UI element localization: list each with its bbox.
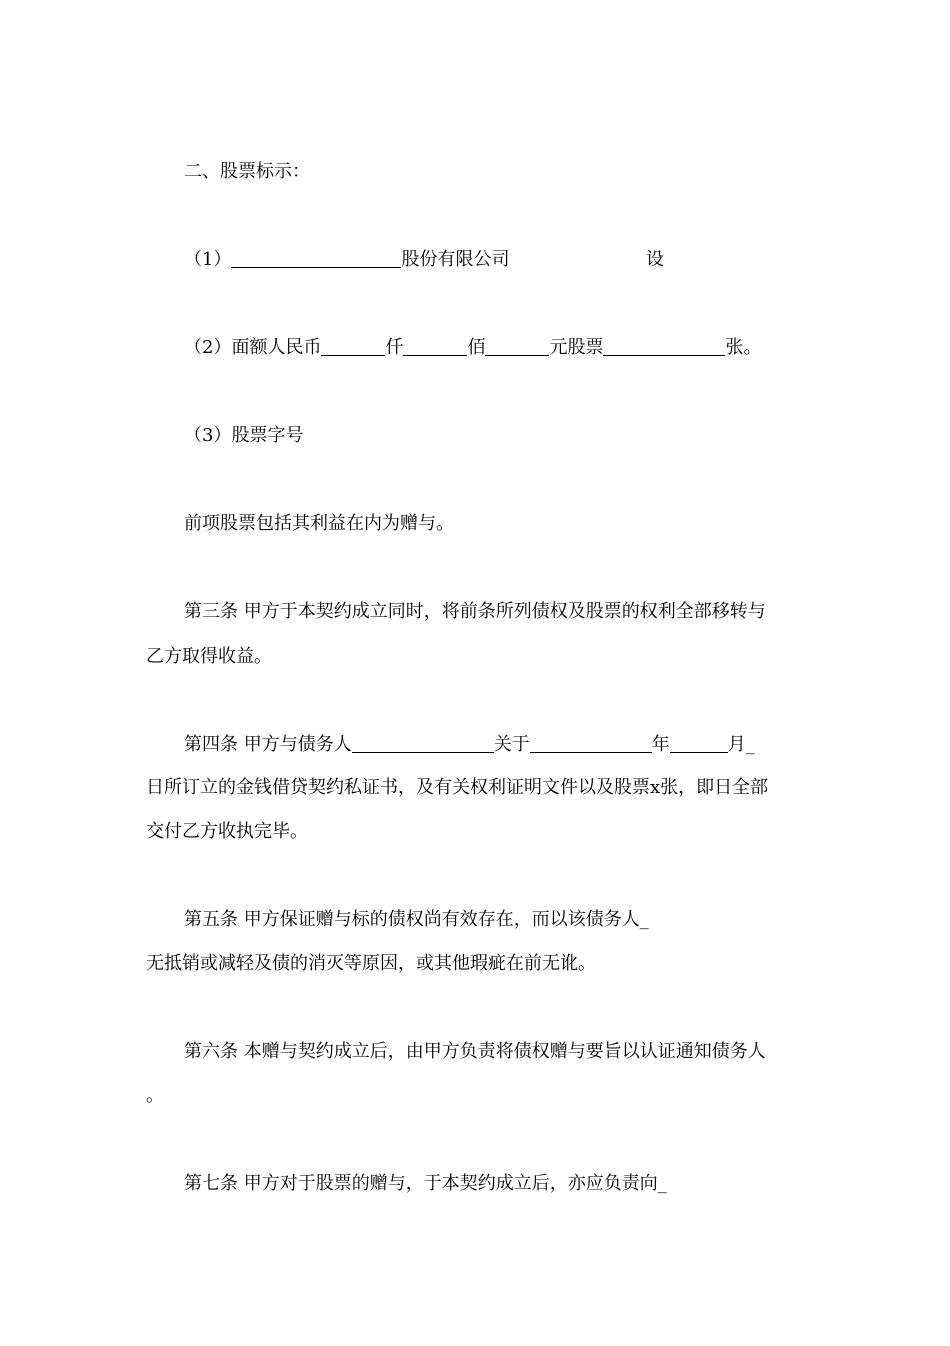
item-2-prefix: （2）面额人民币 — [184, 337, 322, 358]
company-suffix: 股份有限公司 — [401, 249, 510, 270]
article-3-line-1: 第三条 甲方于本契约成立同时，将前条所列债权及股票的权利全部移转与 — [184, 601, 766, 622]
article-6-line-1: 第六条 本赠与契约成立后，由甲方负责将债权赠与要旨以认证通知债务人 — [184, 1041, 766, 1062]
item-2 — [184, 336, 761, 360]
article-4-line-2: 日所订立的金钱借贷契约私证书，及有关权利证明文件以及股票x张，即日全部 — [146, 777, 769, 798]
debtor-blank — [352, 734, 494, 753]
item-1 — [184, 248, 509, 272]
year-blank — [530, 734, 652, 753]
article-4-t2: 关于 — [493, 734, 530, 755]
qian-blank — [321, 337, 385, 356]
article-4-line-3: 交付乙方收执完毕。 — [146, 821, 308, 842]
bai-blank — [403, 337, 467, 356]
article-4-t3: 年 — [651, 734, 670, 755]
article-7-line-1: 第七条 甲方对于股票的赠与，于本契约成立后，亦应负责向_ — [184, 1173, 667, 1194]
yuan-blank — [485, 337, 549, 356]
unit-yuan: 元股票 — [549, 337, 604, 358]
item-3: （3）股票字号 — [184, 425, 304, 446]
company-name-blank — [231, 249, 401, 268]
gift-note: 前项股票包括其利益在内为赠与。 — [184, 513, 454, 534]
unit-bai: 佰 — [467, 337, 486, 358]
article-6-line-2: 。 — [146, 1085, 164, 1106]
unit-qian: 仟 — [385, 337, 404, 358]
item-1-prefix: （1） — [184, 249, 232, 270]
article-4-t1: 第四条 甲方与债务人 — [184, 734, 352, 755]
article-3-line-2: 乙方取得收益。 — [146, 646, 272, 667]
article-5-line-2: 无抵销或减轻及债的消灭等原因，或其他瑕疵在前无讹。 — [146, 953, 596, 974]
month-blank — [670, 734, 728, 753]
quantity-blank — [603, 337, 725, 356]
article-4-t4: 月_ — [727, 734, 755, 755]
item-1-location: 设 — [646, 249, 664, 270]
article-4-line-1 — [184, 733, 755, 757]
article-5-line-1: 第五条 甲方保证赠与标的债权尚有效存在，而以该债务人_ — [184, 909, 649, 930]
section-heading: 二、股票标示： — [184, 161, 310, 182]
unit-zhang: 张。 — [725, 337, 762, 358]
